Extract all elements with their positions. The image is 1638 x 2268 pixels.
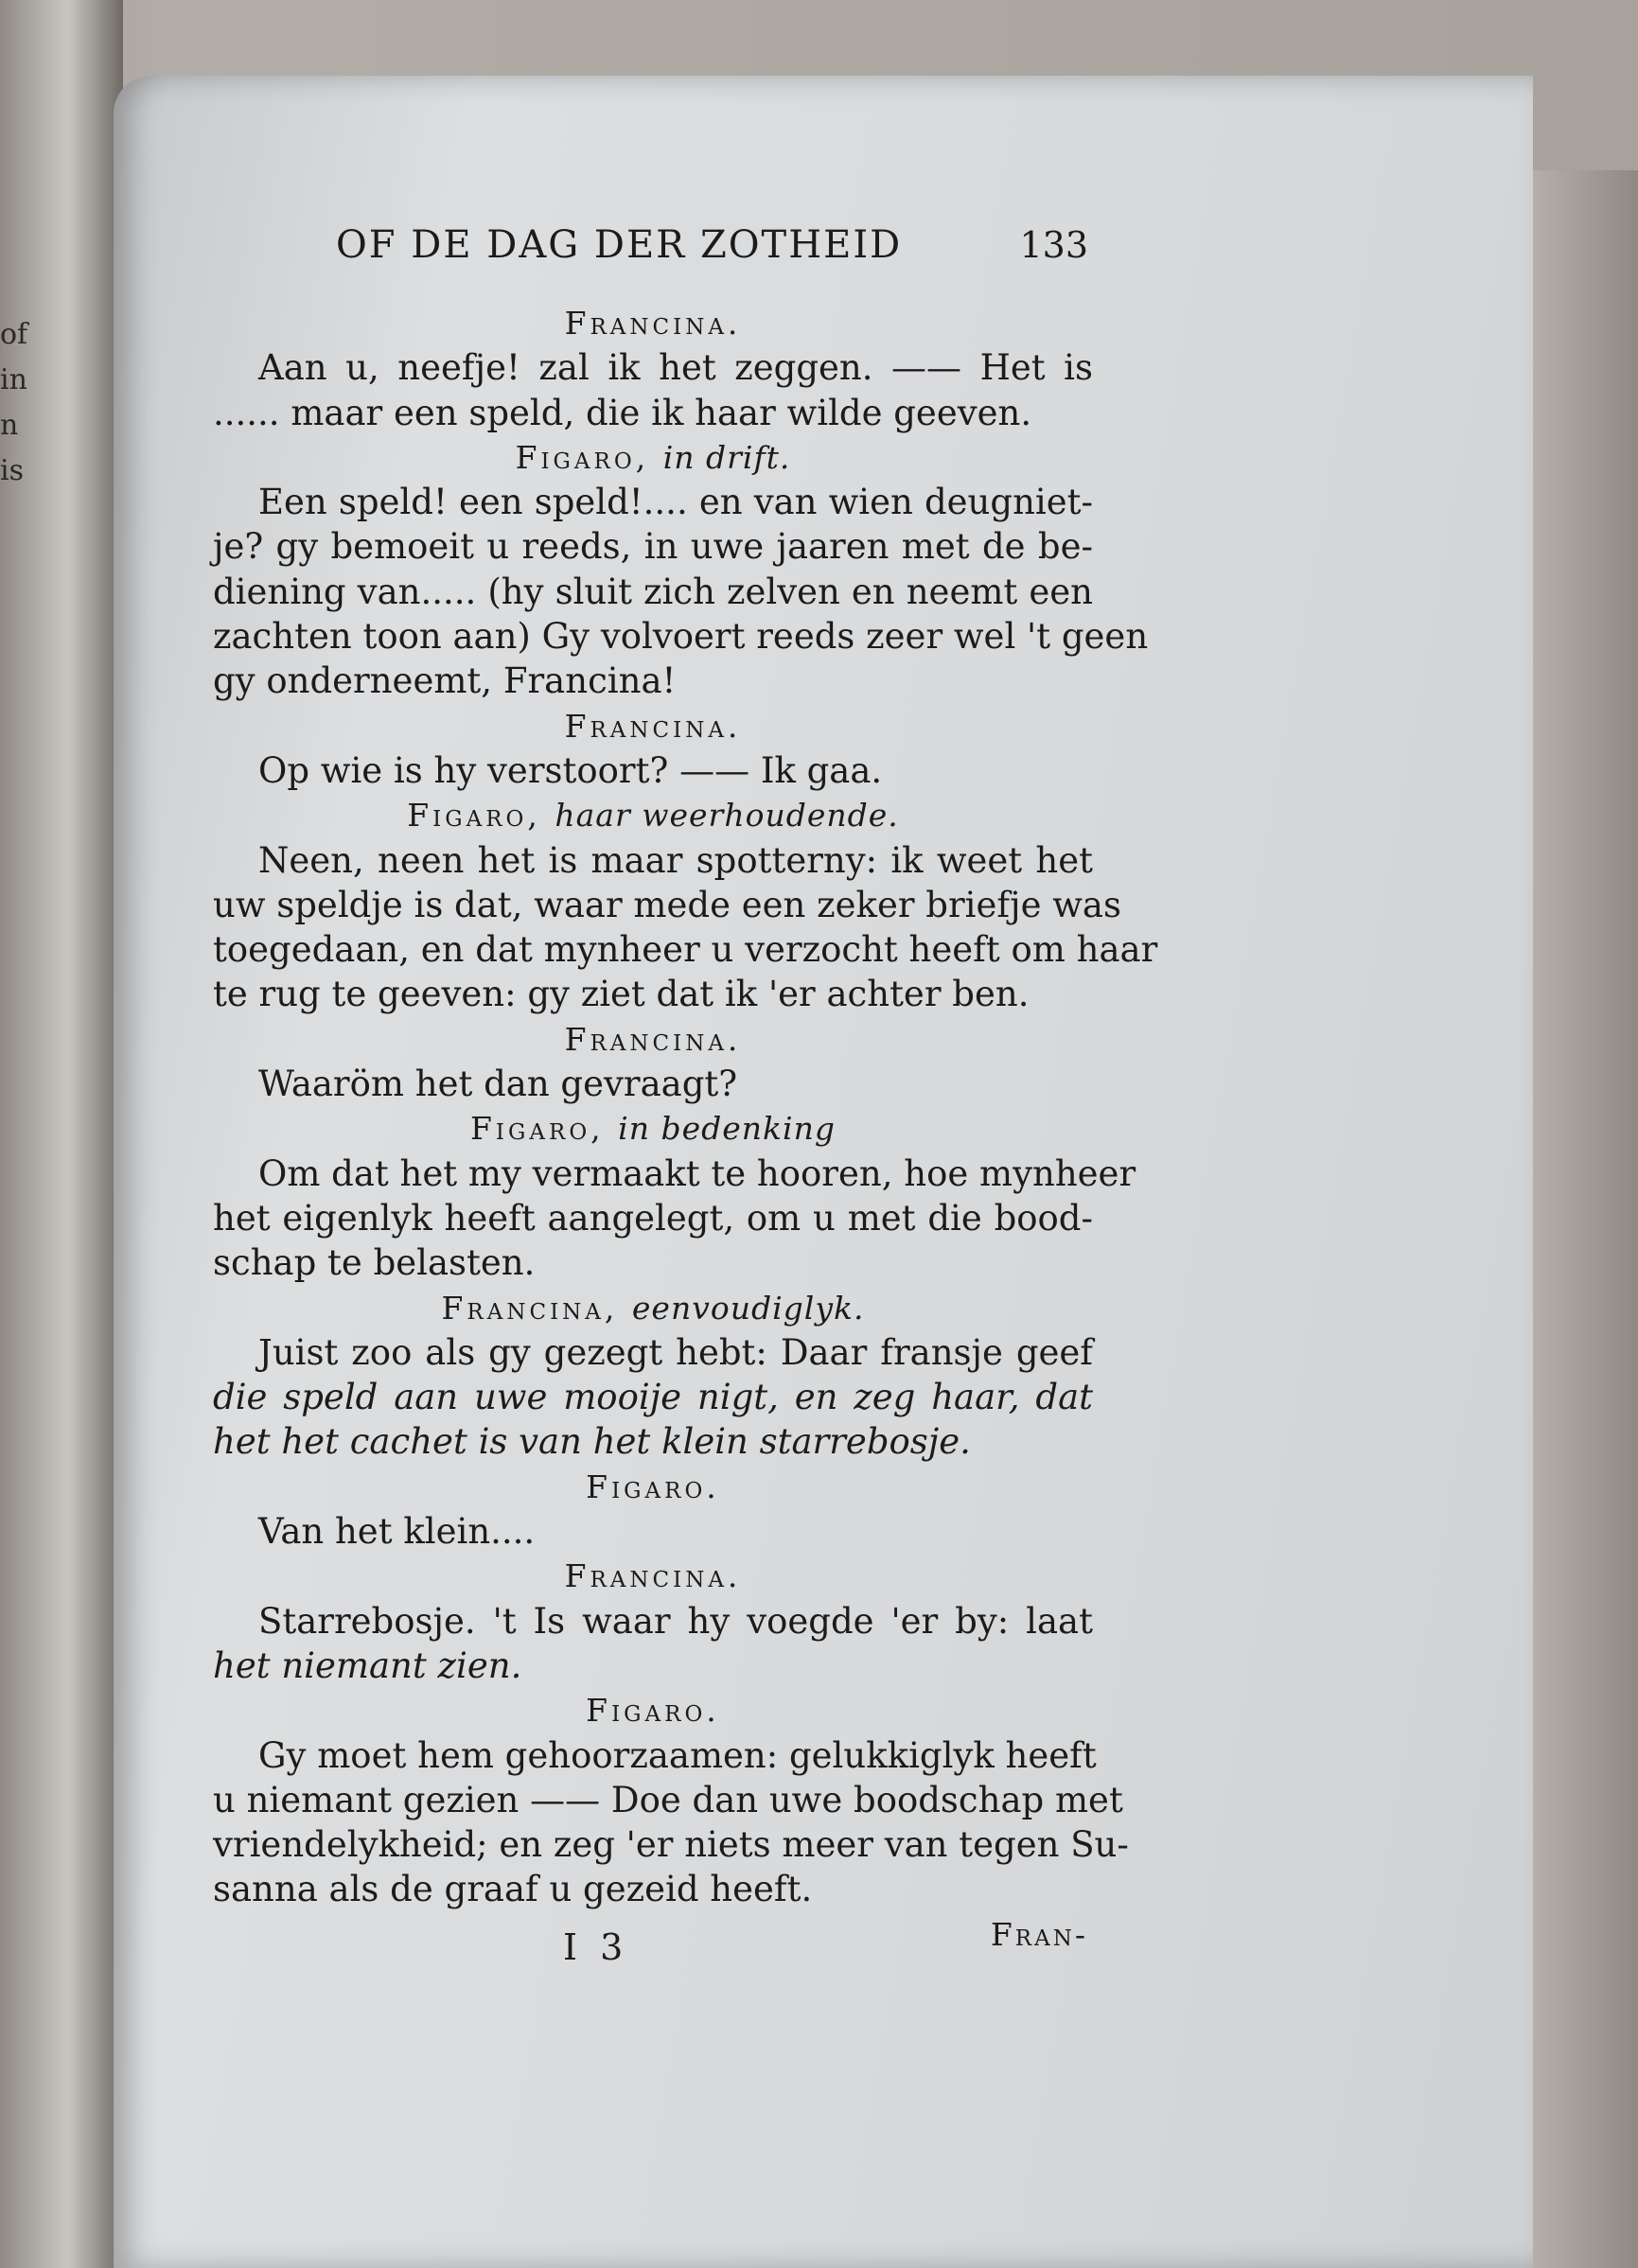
speaker-name: Figaro,: [470, 1110, 605, 1148]
dialogue-line: die speld aan uwe mooije nigt, en zeg haar, dat: [213, 1377, 1093, 1418]
page-footer: [213, 1915, 1093, 1982]
dialogue-line: Neen, neen het is maar spotterny: ik weet het: [258, 839, 1093, 881]
speaker-heading: [213, 793, 1093, 837]
left-page-fragments: [0, 312, 28, 494]
speaker-heading: [213, 1465, 1093, 1509]
page-text: [213, 223, 1158, 1982]
speaker-name: Francina.: [564, 1020, 742, 1058]
running-head: OF DE DAG DER ZOTHEID: [336, 223, 903, 267]
signature-mark: I 3: [563, 1925, 629, 1968]
dialogue-line: Starrebosje. 't Is waar hy voegde 'er by: laat: [258, 1600, 1093, 1642]
dialogue-line: Op wie is hy verstoort? —— Ik gaa.: [258, 749, 883, 791]
dialogue-line: zachten toon aan) Gy volvoert reeds zeer wel 't geen: [213, 616, 1149, 658]
stage-direction: haar weerhoudende.: [555, 797, 899, 835]
dialogue-line: u niemant gezien —— Doe dan uwe boodschap met: [213, 1779, 1123, 1820]
speaker-name: Figaro,: [515, 438, 650, 476]
speaker-heading: [213, 1286, 1093, 1330]
dialogue-line: Om dat het my vermaakt te hooren, hoe mynheer: [258, 1152, 1136, 1194]
speaker-name: Francina.: [564, 707, 742, 745]
speaker-heading: [213, 704, 1093, 748]
page-stack-edge: [1524, 170, 1638, 2268]
speaker-name: Figaro,: [407, 797, 541, 835]
speaker-name: Figaro.: [586, 1692, 720, 1730]
page-number: 133: [1019, 224, 1088, 266]
speaker-heading: [213, 1688, 1093, 1732]
dialogue-line: uw speldje is dat, waar mede een zeker briefje was: [213, 884, 1121, 925]
speaker-name: Francina.: [564, 1557, 742, 1595]
speaker-heading: [213, 1106, 1093, 1151]
catchword: Fran-: [990, 1915, 1088, 1953]
left-fragment: of: [0, 318, 28, 351]
dialogue-line: het eigenlyk heeft aangelegt, om u met die bood-: [213, 1197, 1093, 1239]
dialogue-line: je? gy bemoeit u reeds, in uwe jaaren met de be-: [213, 526, 1093, 568]
dialogue-line: het niemant zien.: [213, 1644, 522, 1686]
dialogue-line: vriendelykheid; en zeg 'er niets meer van tegen Su-: [213, 1824, 1129, 1866]
speaker-heading: [213, 1554, 1093, 1598]
speaker-name: Figaro.: [586, 1468, 720, 1505]
stage-direction: in bedenking: [618, 1110, 836, 1148]
dialogue-line: gy onderneemt, Francina!: [213, 660, 677, 702]
speaker-heading: [213, 435, 1093, 480]
dialogue-line: Een speld! een speld!.... en van wien deugniet-: [258, 482, 1093, 523]
dialogue-line: toegedaan, en dat mynheer u verzocht heeft om haar: [213, 929, 1158, 971]
dialogue-line: Juist zoo als gy gezegt hebt: Daar fransje geef: [258, 1331, 1093, 1373]
dialogue-line: Van het klein....: [258, 1511, 536, 1553]
dialogue-line: schap te belasten.: [213, 1242, 536, 1284]
speaker-name: Francina,: [441, 1289, 619, 1327]
speaker-heading: [213, 1017, 1093, 1062]
dialogue-line: Gy moet hem gehoorzaamen: gelukkiglyk heeft: [258, 1734, 1097, 1776]
dialogue-line: ...... maar een speld, die ik haar wilde geeven.: [213, 392, 1032, 433]
dialogue-line: te rug te geeven: gy ziet dat ik 'er achter ben.: [213, 974, 1030, 1015]
speaker-name: Francina.: [564, 305, 742, 342]
dialogue-line: Waaröm het dan gevraagt?: [258, 1064, 738, 1105]
stage-direction: eenvoudiglyk.: [631, 1289, 865, 1327]
left-fragment: in: [0, 363, 27, 396]
dialogue-line: het het cachet is van het klein starrebosje.: [213, 1421, 971, 1463]
page-header: [213, 223, 1093, 280]
stage-direction: in drift.: [662, 438, 791, 476]
dialogue-line: sanna als de graaf u gezeid heeft.: [213, 1869, 813, 1910]
dialogue-line: diening van..... (hy sluit zich zelven en neemt een: [213, 571, 1093, 612]
left-fragment: n: [0, 409, 19, 442]
speaker-heading: [213, 301, 1093, 345]
left-fragment: is: [0, 454, 24, 487]
dialogue-line: Aan u, neefje! zal ik het zeggen. —— Het is: [258, 347, 1093, 389]
